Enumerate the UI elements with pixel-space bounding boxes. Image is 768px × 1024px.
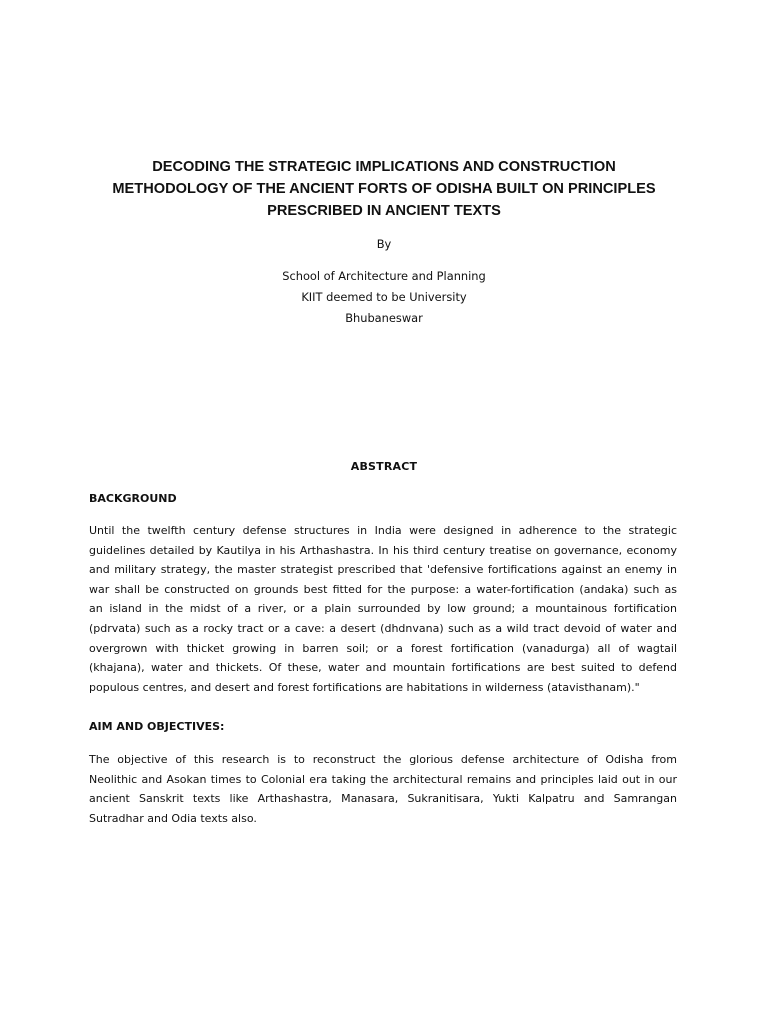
paragraph-line: an island in the midst of a river, or a plain surrounded by low ground; a mountainous fortification	[89, 602, 677, 616]
paragraph-line: Until the twelfth century defense structures in India were designed in adherence to the strategic	[89, 524, 677, 537]
paragraph-line: Sutradhar and Odia texts also.	[89, 811, 257, 825]
paragraph-line: Neolithic and Asokan times to Colonial era taking the architectural remains and principles laid out in our	[89, 772, 677, 786]
aim-heading: AIM AND OBJECTIVES:	[89, 720, 225, 733]
affiliation-university: KIIT deemed to be University	[301, 290, 467, 304]
title-line: METHODOLOGY OF THE ANCIENT FORTS OF ODISHA BUILT ON PRINCIPLES	[112, 181, 656, 197]
background-heading: BACKGROUND	[89, 492, 177, 505]
paragraph-line: war shall be constructed on grounds best fitted for the purpose: a water-fortification (andaka) such as	[89, 582, 677, 596]
background-paragraph	[89, 521, 677, 697]
byline: By	[376, 237, 392, 251]
abstract-heading: ABSTRACT	[350, 460, 418, 473]
paragraph-line: guidelines detailed by Kautilya in his Arthashastra. In his third century treatise on governance, economy	[89, 543, 677, 557]
paragraph-line: ancient Sanskrit texts like Arthashastra, Manasara, Sukranitisara, Yukti Kalpatru and Samrangan	[89, 792, 677, 806]
paragraph-line: (pdrvata) such as a rocky tract or a cave: a desert (dhdnvana) such as a wild tract devoid of water and	[89, 621, 677, 635]
paragraph-line: (khajana), water and thickets. Of these, water and mountain fortifications are best suited to defend	[89, 661, 677, 675]
affiliation-city: Bhubaneswar	[345, 311, 423, 325]
paragraph-line: overgrown with thicket growing in barren soil; or a forest fortification (vanadurga) all of wagtail	[89, 641, 677, 655]
paragraph-line: The objective of this research is to reconstruct the glorious defense architecture of Odisha from	[89, 753, 677, 766]
title-line: PRESCRIBED IN ANCIENT TEXTS	[267, 203, 501, 219]
affiliation-school: School of Architecture and Planning	[282, 269, 486, 283]
aim-paragraph	[89, 750, 677, 828]
paper-title	[60, 156, 708, 222]
affiliation	[60, 266, 708, 329]
title-line: DECODING THE STRATEGIC IMPLICATIONS AND CONSTRUCTION	[152, 159, 616, 175]
paragraph-line: populous centres, and desert and forest fortifications are habitations in wilderness (atavisthanam)."	[89, 680, 640, 694]
paragraph-line: and military strategy, the master strategist prescribed that 'defensive fortifications against an enemy in	[89, 563, 677, 577]
